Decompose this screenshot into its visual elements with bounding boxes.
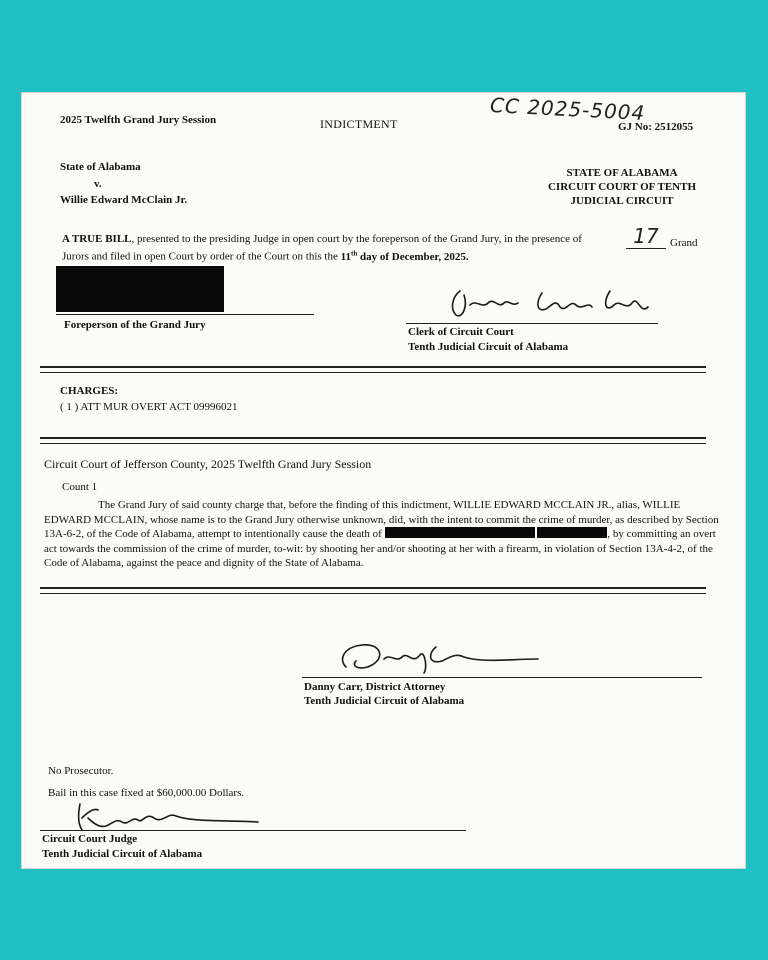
juror-count: 17: [633, 224, 659, 248]
charges-heading: CHARGES:: [60, 385, 119, 397]
court-session-line: Circuit Court of Jefferson County, 2025 Twelfth Grand Jury Session: [44, 457, 372, 471]
divider-top-2: [40, 372, 706, 373]
victim-name-redaction: [385, 527, 535, 538]
true-bill-text-4: day of December, 2025.: [360, 250, 469, 263]
true-bill-grand: Grand: [670, 237, 698, 249]
victim-name-redaction-2: [537, 527, 607, 538]
divider-mid-2: [40, 443, 706, 444]
clerk-signature-line: [406, 323, 658, 324]
handwritten-case-number: CC 2025-5004: [489, 92, 646, 126]
court-line-1: STATE OF ALABAMA: [566, 167, 678, 179]
judge-label: Circuit Court Judge: [42, 833, 138, 845]
foreperson-signature-line: [56, 314, 314, 315]
session-label: 2025 Twelfth Grand Jury Session: [60, 114, 217, 126]
court-line-2: CIRCUIT COURT OF TENTH: [547, 181, 697, 193]
indictment-document: [22, 93, 745, 868]
judge-circuit: Tenth Judicial Circuit of Alabama: [42, 848, 203, 860]
true-bill-lead: A TRUE BILL: [62, 233, 132, 245]
plaintiff-name: State of Alabama: [60, 161, 141, 173]
charge-item-1: ( 1 ) ATT MUR OVERT ACT 09996021: [60, 401, 238, 413]
defendant-name: Willie Edward McClain Jr.: [60, 194, 188, 206]
count-body-part-1: The Grand Jury of said county charge that, before the finding of this indictment, WILLIE EDWARD MCCLAIN JR., alias, WILLIE EDWARD MCCLAIN, whose name is to the Grand Jury otherwise unknown, did, with the intent to commit the crime of murder, as described by Section 13A-6-2, of the Code of Alabama, attempt to intentionally cause the death of: [44, 499, 719, 540]
gj-number: GJ No: 2512055: [618, 121, 694, 133]
divider-top-1: [40, 366, 706, 368]
prosecutor-note: No Prosecutor.: [48, 765, 114, 777]
district-attorney-circuit: Tenth Judicial Circuit of Alabama: [304, 695, 465, 707]
bail-amount: Bail in this case fixed at $60,000.00 Dollars.: [48, 787, 245, 799]
true-bill-day: 11: [340, 250, 352, 263]
clerk-label: Clerk of Circuit Court: [408, 326, 514, 338]
divider-bottom-2: [40, 593, 706, 594]
district-attorney-signature: [332, 637, 542, 677]
true-bill-day-suffix: th: [351, 249, 358, 257]
document-title: INDICTMENT: [320, 117, 398, 131]
count-body-part-2: , by committing an overt act towards the commission of the crime of murder, to-wit: by shooting her and/or shooting at her with a firearm, in violation of Section 13A-4-2, of the Code of Alabama, against the peace and dignity of the State of Alabama.: [44, 528, 716, 569]
district-attorney-signature-line: [302, 677, 702, 678]
foreperson-signature-redaction: [56, 266, 224, 312]
true-bill-text-3: Jurors and filed in open Court by order of the Court on this the: [62, 250, 338, 263]
district-attorney-name: Danny Carr, District Attorney: [304, 681, 446, 693]
court-line-3: JUDICIAL CIRCUIT: [570, 195, 674, 207]
true-bill-line-1: [62, 233, 582, 245]
clerk-signature: [442, 285, 662, 325]
foreperson-label: Foreperson of the Grand Jury: [64, 319, 206, 331]
count-label: Count 1: [62, 481, 98, 493]
count-body: [44, 498, 724, 571]
divider-bottom-1: [40, 587, 706, 589]
juror-count-field: [626, 224, 666, 249]
true-bill-line-2: [62, 249, 469, 263]
clerk-circuit: Tenth Judicial Circuit of Alabama: [408, 341, 569, 353]
judge-signature-line: [40, 830, 466, 831]
true-bill-text-1: , presented to the presiding Judge in open court by the foreperson of the Grand Jury, in the presence of: [131, 233, 582, 245]
judge-signature: [72, 798, 262, 834]
divider-mid-1: [40, 437, 706, 439]
versus-label: v.: [94, 178, 102, 190]
